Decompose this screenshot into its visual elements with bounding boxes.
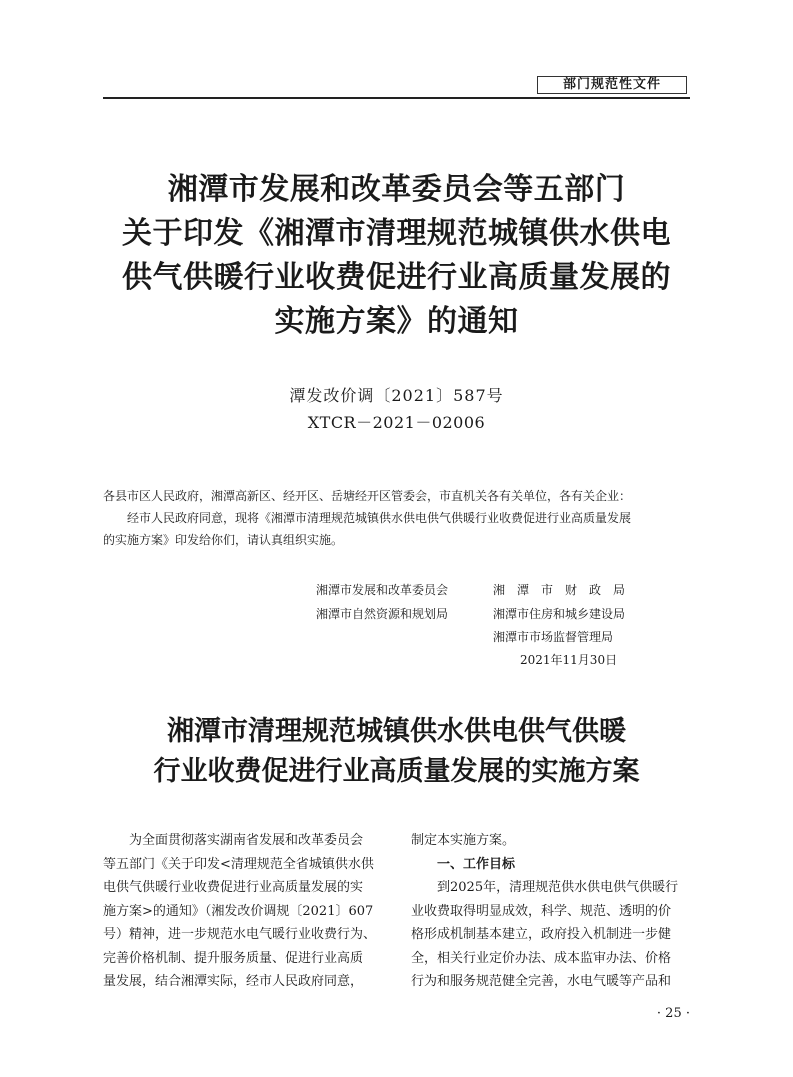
paragraph-line: 为全面贯彻落实湖南省发展和改革委员会 — [103, 833, 364, 848]
paragraph-line: 行为和服务规范健全完善，水电气暖等产品和 — [411, 974, 672, 989]
notice-body-line: 的实施方案》印发给你们，请认真组织实施。 — [103, 533, 344, 547]
section-heading: 一、工作目标 — [437, 856, 516, 872]
document-code: XTCR－2021－02006 — [307, 413, 486, 432]
title-line: 供气供暖行业收费促进行业高质量发展的 — [122, 260, 671, 295]
title-line: 湘潭市发展和改革委员会等五部门 — [167, 172, 626, 207]
paragraph-line: 施方案>的通知》（湘发改价调规〔2021〕607 — [103, 903, 374, 919]
paragraph-line: 完善价格机制、提升服务质量、促进行业高质 — [103, 950, 364, 966]
signatory: 湘潭市市场监督管理局 — [493, 630, 614, 644]
category-tag: 部门规范性文件 — [537, 76, 687, 94]
document-number: 潭发改价调〔2021〕587号 — [289, 386, 504, 405]
paragraph-line: 电供气供暖行业收费促进行业高质量发展的实 — [103, 880, 364, 895]
paragraph-line: 等五部门《关于印发<清理规范全省城镇供水供 — [103, 856, 374, 872]
header-rule — [103, 97, 690, 99]
right-column — [411, 829, 699, 994]
paragraph-line: 格形成机制基本建立，政府投入机制进一步健 — [411, 927, 672, 942]
page-number: · 25 · — [656, 1006, 690, 1021]
signatory: 湘潭市发展和改革委员会 — [316, 583, 449, 597]
notice-addressee: 各县市区人民政府，湘潭高新区、经开区、岳塘经开区管委会，市直机关各有关单位，各有关企业： — [103, 489, 632, 503]
paragraph-line: 业收费取得明显成效，科学、规范、透明的价 — [411, 903, 672, 919]
signatory: 湘潭市自然资源和规划局 — [316, 607, 449, 621]
plan-title — [80, 712, 713, 792]
plan-title-line: 湘潭市清理规范城镇供水供电供气供暖 — [167, 716, 626, 747]
paragraph-line: 制定本实施方案。 — [411, 833, 516, 848]
paragraph-line: 量发展，结合湘潭实际，经市人民政府同意， — [103, 974, 364, 989]
left-column — [103, 829, 391, 994]
paragraph-line: 全，相关行业定价办法、成本监审办法、价格 — [411, 950, 672, 966]
document-title — [80, 168, 713, 344]
plan-title-line: 行业收费促进行业高质量发展的实施方案 — [153, 756, 640, 787]
title-line: 实施方案》的通知 — [274, 304, 519, 339]
signatory: 湘 潭 市 财 政 局 — [493, 583, 626, 597]
paragraph-line: 到2025年，清理规范供水供电供气供暖行 — [411, 880, 679, 895]
paragraph-line: 号）精神，进一步规范水电气暖行业收费行为、 — [103, 927, 377, 942]
notice-body-line: 经市人民政府同意，现将《湘潭市清理规范城镇供水供电供气供暖行业收费促进行业高质量发展 — [127, 511, 632, 525]
title-line: 关于印发《湘潭市清理规范城镇供水供电 — [122, 216, 671, 251]
signatory: 湘潭市住房和城乡建设局 — [493, 607, 626, 621]
signing-date: 2021年11月30日 — [520, 653, 618, 667]
